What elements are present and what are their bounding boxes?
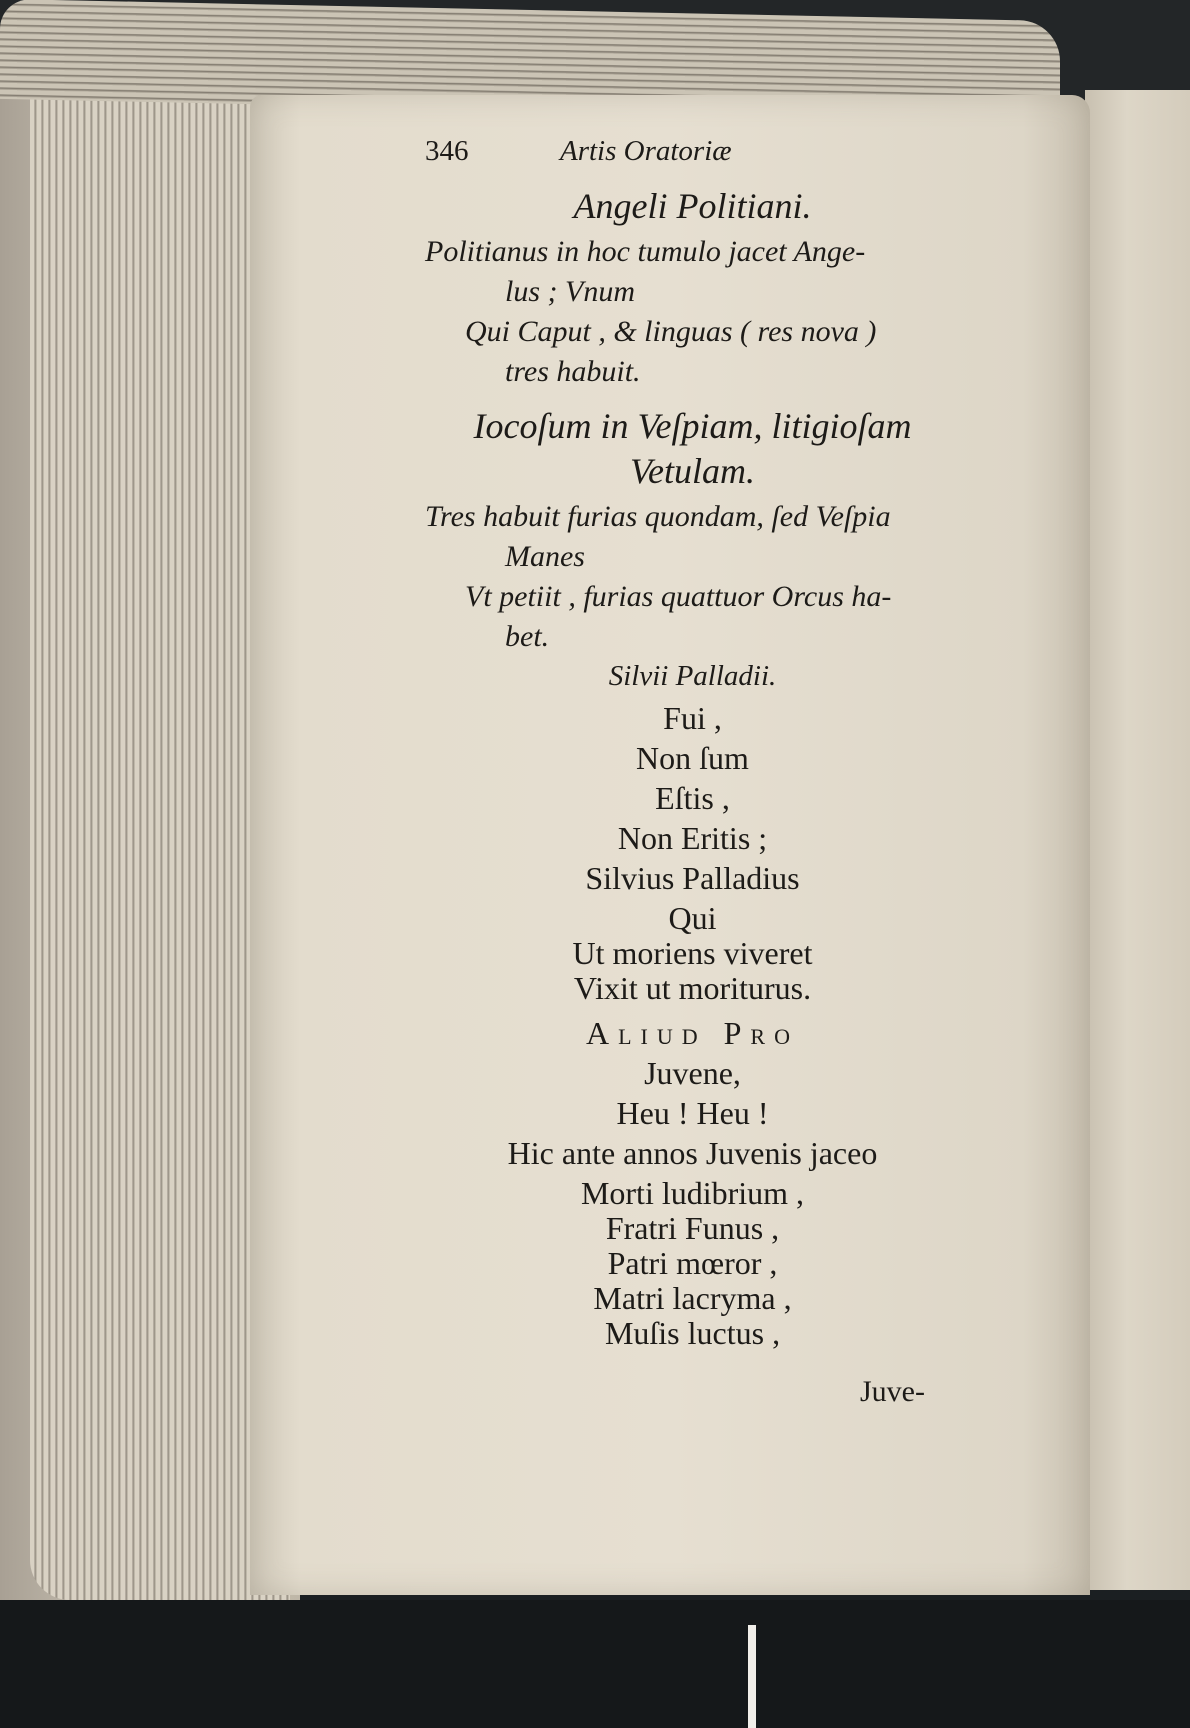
epitaph-line: Morti ludibrium , bbox=[580, 1175, 805, 1211]
verse-line: tres habuit. bbox=[505, 355, 641, 388]
heading-silvii-palladii: Silvii Palladii. bbox=[608, 660, 777, 692]
verse-line: bet. bbox=[505, 620, 550, 653]
epitaph-line: Muſis luctus , bbox=[604, 1315, 781, 1351]
verse-line: Tres habuit furias quondam, ſed Veſpia bbox=[425, 500, 891, 533]
running-title: Artis Oratoriæ bbox=[560, 135, 732, 167]
page-marker-strip bbox=[748, 1625, 756, 1728]
verse-line: lus ; Vnum bbox=[505, 275, 635, 308]
heading-vetulam: Vetulam. bbox=[630, 451, 755, 491]
page-number: 346 bbox=[425, 135, 469, 167]
epitaph-line: Qui bbox=[668, 900, 717, 936]
epitaph-line: Patri mœror , bbox=[607, 1245, 778, 1281]
verse-line: Qui Caput , & linguas ( res nova ) bbox=[465, 315, 877, 348]
epitaph-line: Matri lacryma , bbox=[593, 1280, 792, 1316]
epitaph-line: Ut moriens viveret bbox=[572, 935, 813, 971]
verse-line: Vt petiit , furias quattuor Orcus ha- bbox=[465, 580, 892, 613]
epitaph-line: Juvene, bbox=[644, 1055, 741, 1091]
verse-line: Manes bbox=[505, 540, 585, 573]
epitaph-line: Non Eritis ; bbox=[617, 820, 768, 856]
epitaph-line: Non ſum bbox=[636, 740, 749, 776]
heading-iocosum: Iocoſum in Veſpiam, litigioſam bbox=[473, 406, 912, 446]
catchword: Juve- bbox=[860, 1375, 925, 1408]
facing-page-right bbox=[1085, 90, 1190, 1590]
epitaph-line: Vixit ut moriturus. bbox=[573, 970, 812, 1006]
epitaph-line: Eſtis , bbox=[655, 780, 730, 816]
heading-aliud-pro: Aliud Pro bbox=[585, 1015, 799, 1051]
epitaph-line: Fui , bbox=[663, 700, 722, 736]
heading-angeli-politiani: Angeli Politiani. bbox=[573, 186, 812, 226]
epitaph-line: Hic ante annos Juvenis jaceo bbox=[507, 1135, 878, 1171]
background-bottom bbox=[0, 1600, 1190, 1728]
epitaph-line: Heu ! Heu ! bbox=[616, 1095, 769, 1131]
verse-line: Politianus in hoc tumulo jacet Ange- bbox=[425, 235, 866, 268]
epitaph-line: Silvius Palladius bbox=[585, 860, 800, 896]
epitaph-line: Fratri Funus , bbox=[605, 1210, 780, 1246]
